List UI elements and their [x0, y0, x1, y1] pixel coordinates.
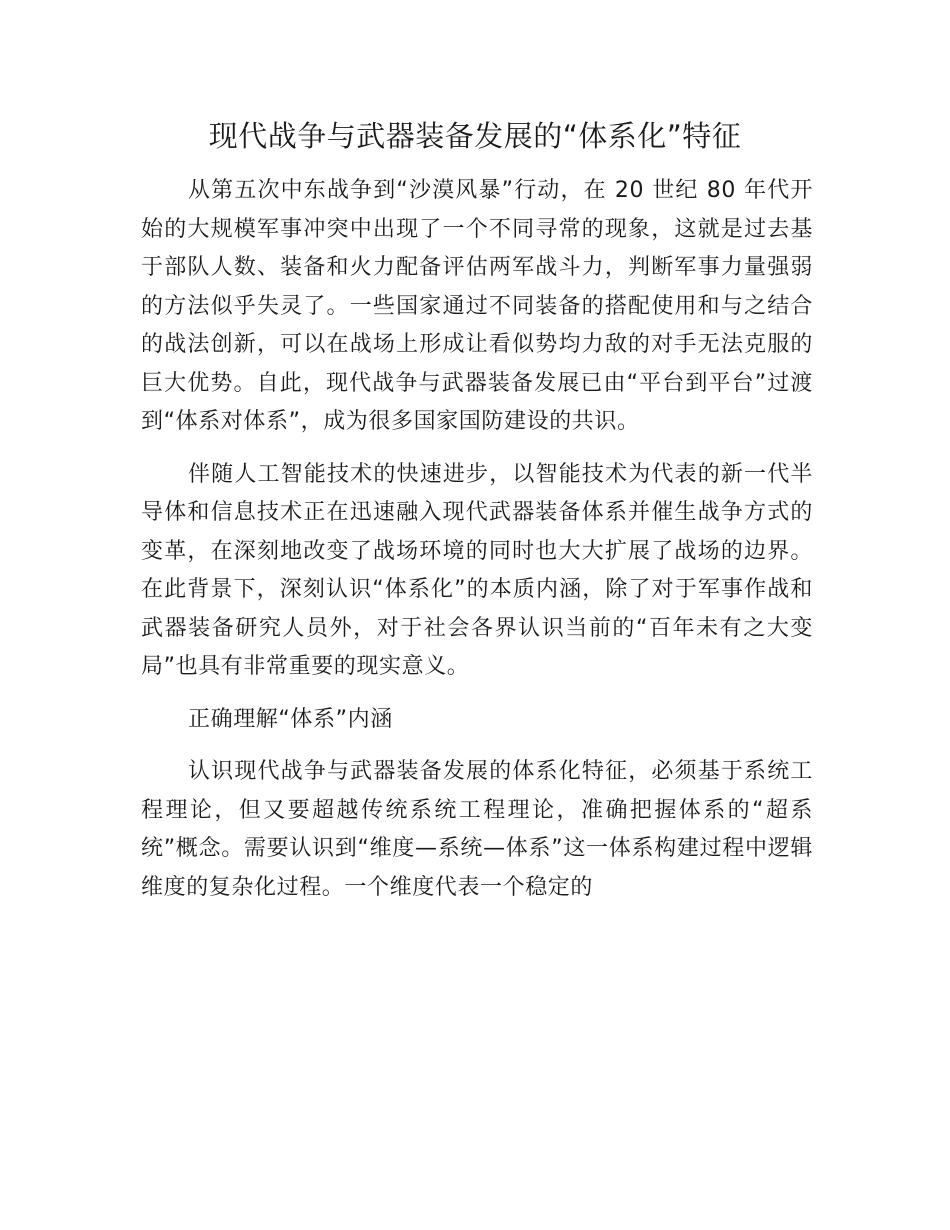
- paragraph-system-concept: 认识现代战争与武器装备发展的体系化特征，必须基于系统工程理论，但又要超越传统系统工程理论，准确把握体系的“超系统”概念。需要认识到“维度—系统—体系”这一体系构建过程中逻辑维度的复杂化过程。一个维度代表一个稳定的: [141, 759, 813, 900]
- paragraph-ai-development: 伴随人工智能技术的快速进步，以智能技术为代表的新一代半导体和信息技术正在迅速融入现代武器装备体系并催生战争方式的变革，在深刻地改变了战场环境的同时也大大扩展了战场的边界。在此背景下，深刻认识“体系化”的本质内涵，除了对于军事作战和武器装备研究人员外，对于社会各界认识当前的“百年未有之大变局”也具有非常重要的现实意义。: [141, 461, 813, 679]
- document-body: [141, 172, 813, 921]
- section-heading: 正确理解“体系”内涵: [188, 706, 393, 732]
- paragraph-intro: 从第五次中东战争到“沙漠风暴”行动，在 20 世纪 80 年代开始的大规模军事冲突中出现了一个不同寻常的现象，这就是过去基于部队人数、装备和火力配备评估两军战斗力，判断军事力量强弱的方法似乎失灵了。一些国家通过不同装备的搭配使用和与之结合的战法创新，可以在战场上形成让看似势均力敌的对手无法克服的巨大优势。自此，现代战争与武器装备发展已由“平台到平台”过渡到“体系对体系”，成为很多国家国防建设的共识。: [141, 178, 813, 434]
- document-title: 现代战争与武器装备发展的“体系化”特征: [208, 119, 742, 153]
